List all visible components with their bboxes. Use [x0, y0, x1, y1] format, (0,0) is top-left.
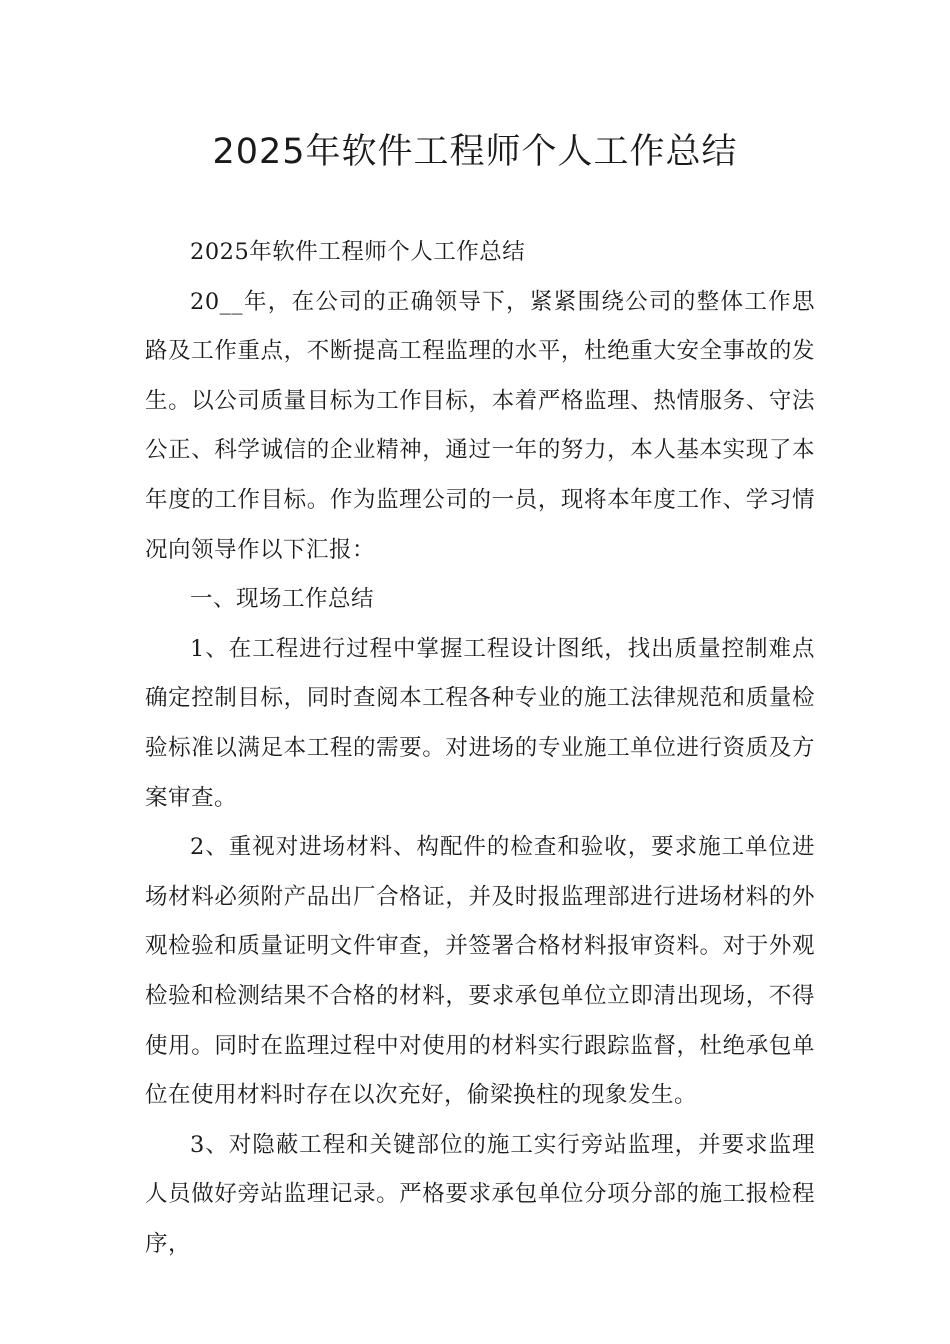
body-paragraph-item-1: 1、在工程进行过程中掌握工程设计图纸，找出质量控制难点确定控制目标，同时查阅本工程各种专业的施工法律规范和质量检验标准以满足本工程的需要。对进场的专业施工单位进行资质及方案审查。: [145, 635, 815, 811]
body-paragraph-subtitle: 2025年软件工程师个人工作总结: [190, 239, 526, 265]
section-heading-site-work: 一、现场工作总结: [190, 586, 375, 613]
body-paragraph-item-2: 2、重视对进场材料、构配件的检查和验收，要求施工单位进场材料必须附产品出厂合格证，并及时报监理部进行进场材料的外观检验和质量证明文件审查，并签署合格材料报审资料。对于外观检验和检测结果不合格的材料，要求承包单位立即清出现场，不得使用。同时在监理过程中对使用的材料实行跟踪监督，杜绝承包单位在使用材料时存在以次充好，偷梁换柱的现象发生。: [145, 834, 815, 1109]
body-paragraph-item-3: 3、对隐蔽工程和关键部位的施工实行旁站监理，并要求监理人员做好旁站监理记录。严格要求承包单位分项分部的施工报检程序，: [145, 1131, 815, 1257]
document-body: [145, 228, 815, 1269]
body-paragraph-intro: 20__年，在公司的正确领导下，紧紧围绕公司的整体工作思路及工作重点，不断提高工程监理的水平，杜绝重大安全事故的发生。以公司质量目标为工作目标，本着严格监理、热情服务、守法公正、科学诚信的企业精神，通过一年的努力，本人基本实现了本年度的工作目标。作为监理公司的一员，现将本年度工作、学习情况向领导作以下汇报：: [145, 288, 815, 563]
document-title: 2025年软件工程师个人工作总结: [212, 132, 738, 172]
